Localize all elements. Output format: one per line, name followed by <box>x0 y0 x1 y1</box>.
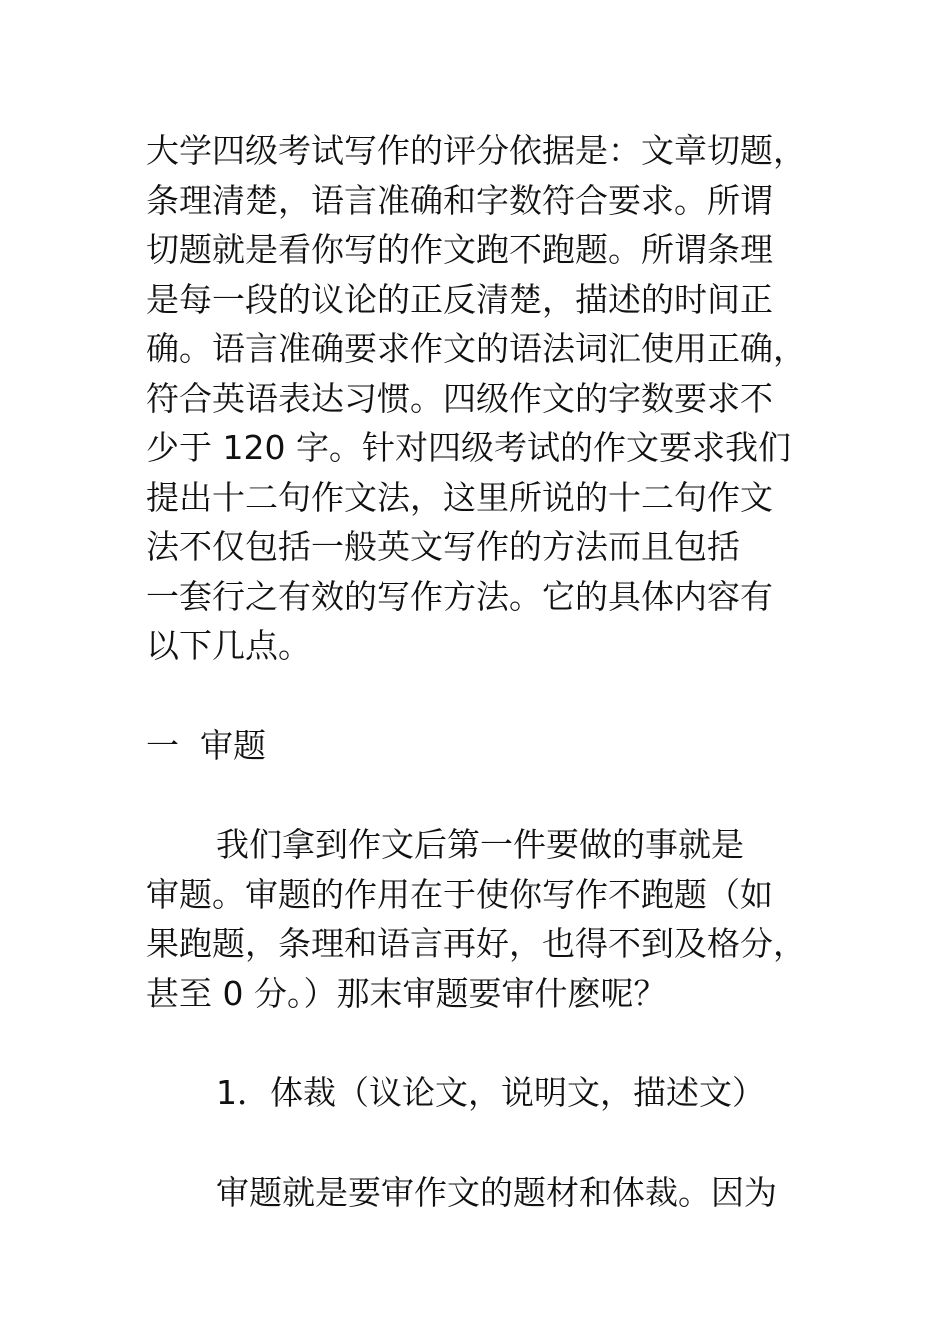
intro-paragraph <box>146 126 808 671</box>
paragraph-gap <box>146 1118 808 1168</box>
text-line: 条理清楚，语言准确和字数符合要求。所谓 <box>146 180 773 220</box>
text-line: 审题。审题的作用在于使你写作不跑题（如 <box>146 874 773 914</box>
sub-paragraph <box>146 1168 808 1218</box>
text-line: 果跑题，条理和语言再好，也得不到及格分， <box>146 924 806 963</box>
paragraph-gap <box>146 671 808 721</box>
text-line: 甚至 0 分。）那末审题要审什麽呢？ <box>146 973 667 1013</box>
text-line: 切题就是看你写的作文跑不跑题。所谓条理 <box>146 230 773 269</box>
document-body <box>146 126 808 1217</box>
text-line: 一套行之有效的写作方法。它的具体内容有 <box>146 576 773 616</box>
text-line: 少于 120 字。针对四级考试的作文要求我们 <box>146 428 791 467</box>
text-line: 确。语言准确要求作文的语法词汇使用正确， <box>146 329 806 368</box>
sub-heading: 1．体裁（议论文，说明文，描述文） <box>216 1073 765 1112</box>
text-line: 我们拿到作文后第一件要做的事就是 <box>216 825 744 864</box>
section-paragraph <box>146 820 808 1018</box>
text-line: 审题就是要审作文的题材和体裁。因为 <box>216 1172 777 1212</box>
text-line: 符合英语表达习惯。四级作文的字数要求不 <box>146 378 773 418</box>
text-line: 提出十二句作文法，这里所说的十二句作文 <box>146 477 773 517</box>
text-line: 是每一段的议论的正反清楚，描述的时间正 <box>146 279 773 319</box>
paragraph-gap <box>146 770 808 820</box>
paragraph-gap <box>146 1018 808 1068</box>
text-line: 以下几点。 <box>146 626 311 665</box>
text-line: 法不仅包括一般英文写作的方法而且包括 <box>146 527 740 566</box>
section-heading: 一 审题 <box>146 725 266 765</box>
text-line: 大学四级考试写作的评分依据是：文章切题， <box>146 131 806 170</box>
